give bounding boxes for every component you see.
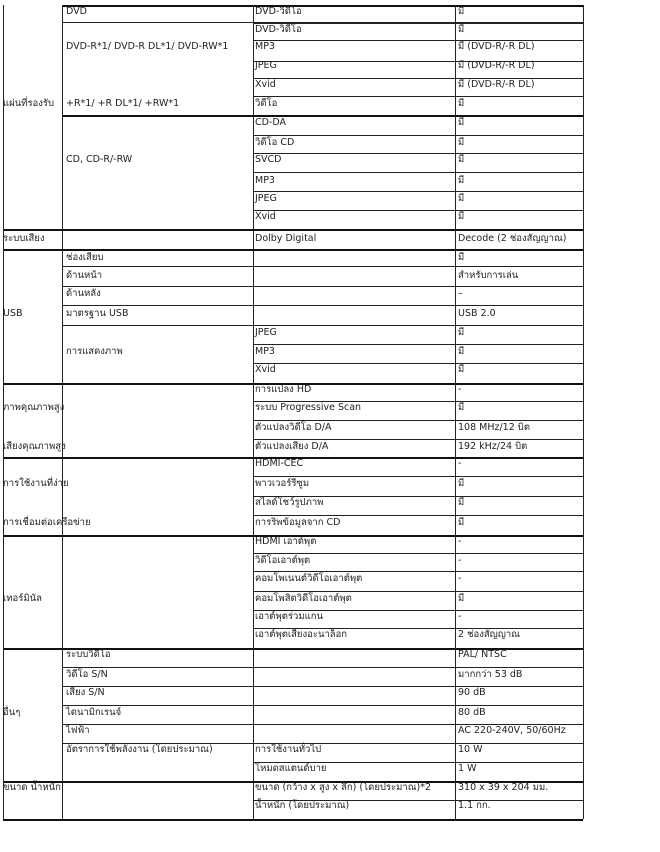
cell-feature: ด้านหลัง — [66, 288, 101, 299]
row-divider — [253, 191, 583, 192]
cell-value: มี — [458, 193, 465, 204]
cell-category: เสียงคุณภาพสูง — [3, 441, 66, 452]
cell-item: เอาต์พุตร่วมแกน — [255, 611, 323, 622]
cell-item: DVD-วิดีโอ — [255, 24, 302, 35]
cell-item: JPEG — [255, 327, 277, 338]
cell-value: - — [458, 384, 462, 395]
cell-item: ระบบ Progressive Scan — [255, 402, 362, 413]
cell-value: - — [458, 536, 462, 547]
cell-item: DVD-วิดีโอ — [255, 6, 302, 17]
cell-item: การใช้งานทั่วไป — [255, 744, 322, 755]
row-divider — [3, 229, 583, 231]
cell-item: โหมดสแตนด์บาย — [255, 763, 327, 774]
cell-value: 80 dB — [458, 707, 486, 718]
cell-feature: DVD — [66, 6, 87, 17]
cell-value: สำหรับการเล่น — [458, 270, 519, 281]
row-divider — [62, 266, 583, 267]
cell-value: มี — [458, 346, 465, 357]
cell-value: มี — [458, 478, 465, 489]
row-divider — [3, 819, 583, 821]
cell-value: - — [458, 611, 462, 622]
row-divider — [3, 249, 583, 251]
cell-feature: ช่องเสียบ — [66, 252, 104, 263]
row-divider — [253, 153, 583, 154]
cell-value: มี — [458, 497, 465, 508]
cell-item: HDMI-CEC — [255, 458, 304, 469]
cell-feature: อัตราการใช้พลังงาน (โดยประมาณ) — [66, 744, 213, 755]
cell-value: มี — [458, 117, 465, 128]
cell-value: มี — [458, 517, 465, 528]
cell-item: การริพข้อมูลจาก CD — [255, 517, 341, 528]
cell-feature: +R*1/ +R DL*1/ +RW*1 — [66, 98, 180, 109]
cell-item: คอมโพเนนต์วิดีโอเอาต์พุต — [255, 573, 363, 584]
row-divider — [253, 476, 583, 477]
cell-feature: ไฟฟ้า — [66, 725, 90, 736]
cell-item: สไลด์โชว์รูปภาพ — [255, 497, 324, 508]
cell-value: มี — [458, 402, 465, 413]
cell-item: MP3 — [255, 41, 275, 52]
cell-item: HDMI เอาต์พุต — [255, 536, 317, 547]
row-divider — [62, 667, 583, 668]
cell-item: Xvid — [255, 211, 276, 222]
row-divider — [253, 553, 583, 554]
cell-category: ระบบเสียง — [3, 233, 45, 244]
cell-value: มี — [458, 24, 465, 35]
row-divider — [253, 96, 583, 97]
cell-item: SVCD — [255, 154, 282, 165]
cell-item: คอมโพสิตวิดีโอเอาต์พุต — [255, 593, 352, 604]
row-divider — [253, 172, 583, 173]
cell-item: JPEG — [255, 60, 277, 71]
cell-value: มี — [458, 154, 465, 165]
cell-category: การเชื่อมต่อเครือข่าย — [3, 517, 91, 528]
row-divider — [253, 363, 583, 364]
row-divider — [62, 325, 583, 326]
row-divider — [253, 515, 583, 516]
column-divider — [253, 5, 254, 819]
cell-value: มี (DVD-R/-R DL) — [458, 79, 535, 90]
cell-feature: ระบบวิดีโอ — [66, 649, 111, 660]
cell-value: 1 W — [458, 763, 477, 774]
cell-feature: การแสดงภาพ — [66, 346, 123, 357]
cell-item: MP3 — [255, 346, 275, 357]
cell-value: 192 kHz/24 บิต — [458, 441, 528, 452]
cell-item: การแปลง HD — [255, 384, 312, 395]
row-divider — [253, 23, 583, 24]
cell-feature: ด้านหน้า — [66, 270, 103, 281]
cell-value: มี — [458, 327, 465, 338]
cell-value: – — [458, 288, 463, 299]
cell-feature: CD, CD-R/-RW — [66, 154, 133, 165]
cell-category: แผ่นที่รองรับ — [3, 98, 55, 109]
cell-item: วิดีโอ CD — [255, 137, 295, 148]
cell-value: USB 2.0 — [458, 308, 496, 319]
row-divider — [62, 705, 583, 706]
cell-value: PAL/ NTSC — [458, 649, 507, 660]
cell-value: มี — [458, 98, 465, 109]
cell-value: มี (DVD-R/-R DL) — [458, 41, 535, 52]
column-divider — [583, 5, 584, 819]
cell-value: 1.1 กก. — [458, 800, 491, 811]
cell-value: - — [458, 573, 462, 584]
cell-value: มี — [458, 175, 465, 186]
row-divider — [253, 210, 583, 211]
cell-value: 2 ช่องสัญญาณ — [458, 629, 520, 640]
cell-item: น้ำหนัก (โดยประมาณ) — [255, 800, 350, 811]
cell-item: วิดีโอเอาต์พุต — [255, 555, 311, 566]
cell-item: MP3 — [255, 175, 275, 186]
cell-value: มี (DVD-R/-R DL) — [458, 60, 535, 71]
cell-value: มี — [458, 593, 465, 604]
cell-feature: วิดีโอ S/N — [66, 669, 108, 680]
cell-value: - — [458, 555, 462, 566]
cell-feature: เสียง S/N — [66, 687, 105, 698]
cell-value: 310 x 39 x 204 มม. — [458, 782, 549, 793]
cell-category: ภาพคุณภาพสูง — [3, 402, 65, 413]
cell-category: USB — [3, 308, 23, 319]
cell-value: AC 220-240V, 50/60Hz — [458, 725, 566, 736]
cell-feature: มาตรฐาน USB — [66, 308, 129, 319]
row-divider — [253, 135, 583, 136]
cell-feature: DVD-R*1/ DVD-R DL*1/ DVD-RW*1 — [66, 41, 229, 52]
cell-category: การใช้งานที่ง่าย — [3, 478, 69, 489]
cell-value: มี — [458, 364, 465, 375]
cell-item: Xvid — [255, 364, 276, 375]
cell-value: มี — [458, 211, 465, 222]
cell-value: มี — [458, 137, 465, 148]
row-divider — [253, 591, 583, 592]
cell-item: ขนาด (กว้าง x สูง x ลึก) (โดยประมาณ)*2 — [255, 782, 432, 793]
cell-item: วิดีโอ — [255, 98, 278, 109]
row-divider — [62, 5, 583, 7]
row-divider — [62, 115, 583, 117]
cell-value: มี — [458, 6, 465, 17]
row-divider — [253, 571, 583, 572]
cell-value: Decode (2 ช่องสัญญาณ) — [458, 233, 567, 244]
cell-value: - — [458, 458, 462, 469]
cell-item: เอาต์พุตเสียงอะนาล็อก — [255, 629, 348, 640]
cell-item: Xvid — [255, 79, 276, 90]
column-divider — [455, 5, 456, 819]
cell-item: พาวเวอร์รีซูม — [255, 478, 310, 489]
cell-value: 10 W — [458, 744, 483, 755]
cell-value: 108 MHz/12 บิต — [458, 422, 530, 433]
row-divider — [62, 286, 583, 287]
cell-category: อื่นๆ — [3, 707, 21, 718]
row-divider — [62, 686, 583, 687]
cell-value: 90 dB — [458, 687, 486, 698]
row-divider — [253, 344, 583, 345]
cell-item: ตัวแปลงวิดีโอ D/A — [255, 422, 332, 433]
cell-value: มี — [458, 252, 465, 263]
cell-item: ตัวแปลงเสียง D/A — [255, 441, 329, 452]
row-divider — [253, 439, 583, 440]
cell-feature: ไดนามิกเรนจ์ — [66, 707, 122, 718]
cell-category: เทอร์มินัล — [3, 593, 42, 604]
cell-value: มากกว่า 53 dB — [458, 669, 523, 680]
row-divider — [62, 305, 583, 306]
cell-item: JPEG — [255, 193, 277, 204]
row-divider — [253, 420, 583, 421]
cell-item: Dolby Digital — [255, 233, 317, 244]
cell-category: ขนาด น้ำหนัก — [3, 782, 61, 793]
cell-item: CD-DA — [255, 117, 287, 128]
